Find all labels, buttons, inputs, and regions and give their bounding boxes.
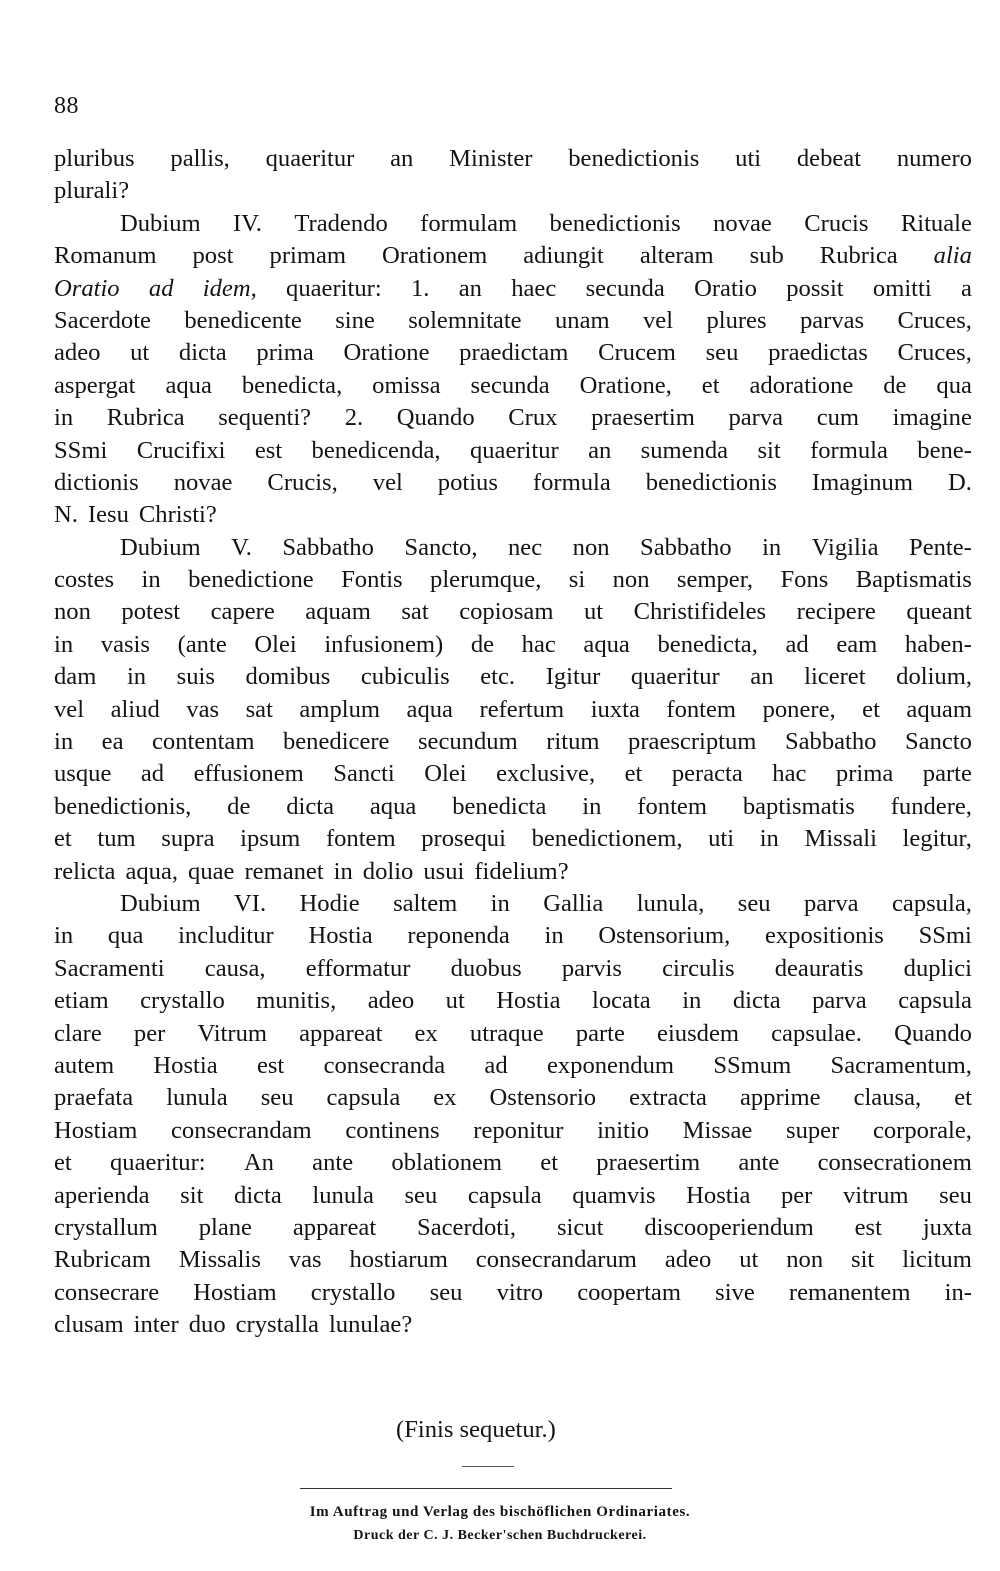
- text-line: Dubium V. Sabbatho Sancto, nec non Sabbatho in Vigilia Pente-: [120, 533, 972, 561]
- text-line: Oratio ad idem, quaeritur: 1. an haec secunda Oratio possit omitti a: [54, 274, 972, 302]
- text-line: costes in benedictione Fontis plerumque, si non semper, Fons Baptismatis: [54, 566, 972, 594]
- text-line: plurali?: [54, 177, 130, 205]
- text-line: Romanum post primam Orationem adiungit alteram sub Rubrica alia: [54, 242, 972, 270]
- text-line: pluribus pallis, quaeritur an Minister benedictionis uti debeat numero: [54, 145, 972, 172]
- body-text: [54, 143, 972, 1341]
- text-line: in qua includitur Hostia reponenda in Ostensorium, expositionis SSmi: [54, 922, 972, 950]
- text-line: in Rubrica sequenti? 2. Quando Crux praesertim parva cum imagine: [54, 404, 972, 432]
- text-line: benedictionis, de dicta aqua benedicta in fontem baptismatis fundere,: [54, 792, 972, 820]
- text-line: etiam crystallo munitis, adeo ut Hostia locata in dicta parva capsula: [54, 987, 972, 1015]
- text-line: in vasis (ante Olei infusionem) de hac aqua benedicta, ad eam haben-: [54, 630, 972, 658]
- text-line: dictionis novae Crucis, vel potius formula benedictionis Imaginum D.: [54, 468, 972, 496]
- text-line: praefata lunula seu capsula ex Ostensorio extracta apprime clausa, et: [54, 1084, 972, 1112]
- text-line: Sacramenti causa, efformatur duobus parvis circulis deauratis duplici: [54, 954, 972, 982]
- text-line: dam in suis domibus cubiculis etc. Igitur quaeritur an liceret dolium,: [54, 663, 972, 691]
- text-line: et quaeritur: An ante oblationem et praesertim ante consecrationem: [54, 1149, 972, 1177]
- text-line: in ea contentam benedicere secundum ritum praescriptum Sabbatho Sancto: [54, 728, 972, 756]
- text-line: Hostiam consecrandam continens reponitur initio Missae super corporale,: [54, 1116, 972, 1144]
- text-line: Dubium IV. Tradendo formulam benedictionis novae Crucis Rituale: [120, 209, 972, 237]
- imprint-printer: Druck der C. J. Becker'schen Buchdruckerei.: [353, 1528, 647, 1543]
- text-line: Rubricam Missalis vas hostiarum consecrandarum adeo ut non sit licitum: [54, 1246, 972, 1274]
- text-line: autem Hostia est consecranda ad exponendum SSmum Sacramentum,: [54, 1051, 972, 1079]
- text-line: Sacerdote benedicente sine solemnitate unam vel plures parvas Cruces,: [54, 306, 972, 334]
- text-line: clusam inter duo crystalla lunulae?: [54, 1311, 413, 1339]
- text-line: et tum supra ipsum fontem prosequi benedictionem, uti in Missali legitur,: [54, 825, 972, 853]
- text-line: aperienda sit dicta lunula seu capsula quamvis Hostia per vitrum seu: [54, 1181, 972, 1209]
- text-line: crystallum plane appareat Sacerdoti, sicut discooperiendum est juxta: [54, 1213, 972, 1241]
- text-line: non potest capere aquam sat copiosam ut Christifideles recipere queant: [54, 598, 972, 626]
- imprint-publisher: Im Auftrag und Verlag des bischöflichen Ordinariates.: [309, 1504, 691, 1520]
- text-line: SSmi Crucifixi est benedicenda, quaeritur an sumenda sit formula bene-: [54, 436, 972, 464]
- text-line: adeo ut dicta prima Oratione praedictam Crucem seu praedictas Cruces,: [54, 339, 972, 367]
- text-line: aspergat aqua benedicta, omissa secunda Oratione, et adoratione de qua: [54, 371, 972, 399]
- text-line: vel aliud vas sat amplum aqua refertum iuxta fontem ponere, et aquam: [54, 695, 972, 723]
- text-line: relicta aqua, quae remanet in dolio usui fidelium?: [54, 857, 569, 885]
- text-line: Dubium VI. Hodie saltem in Gallia lunula, seu parva capsula,: [120, 889, 972, 917]
- text-line: usque ad effusionem Sancti Olei exclusive, et peracta hac prima parte: [54, 760, 972, 788]
- short-divider: [462, 1466, 514, 1467]
- page-number: 88: [54, 93, 79, 119]
- text-line: N. Iesu Christi?: [54, 501, 217, 529]
- footer-rule: [300, 1488, 672, 1489]
- text-line: consecrare Hostiam crystallo seu vitro coopertam sive remanentem in-: [54, 1278, 972, 1306]
- text-line: clare per Vitrum appareat ex utraque parte eiusdem capsulae. Quando: [54, 1019, 972, 1047]
- continuation-note: (Finis sequetur.): [396, 1416, 556, 1443]
